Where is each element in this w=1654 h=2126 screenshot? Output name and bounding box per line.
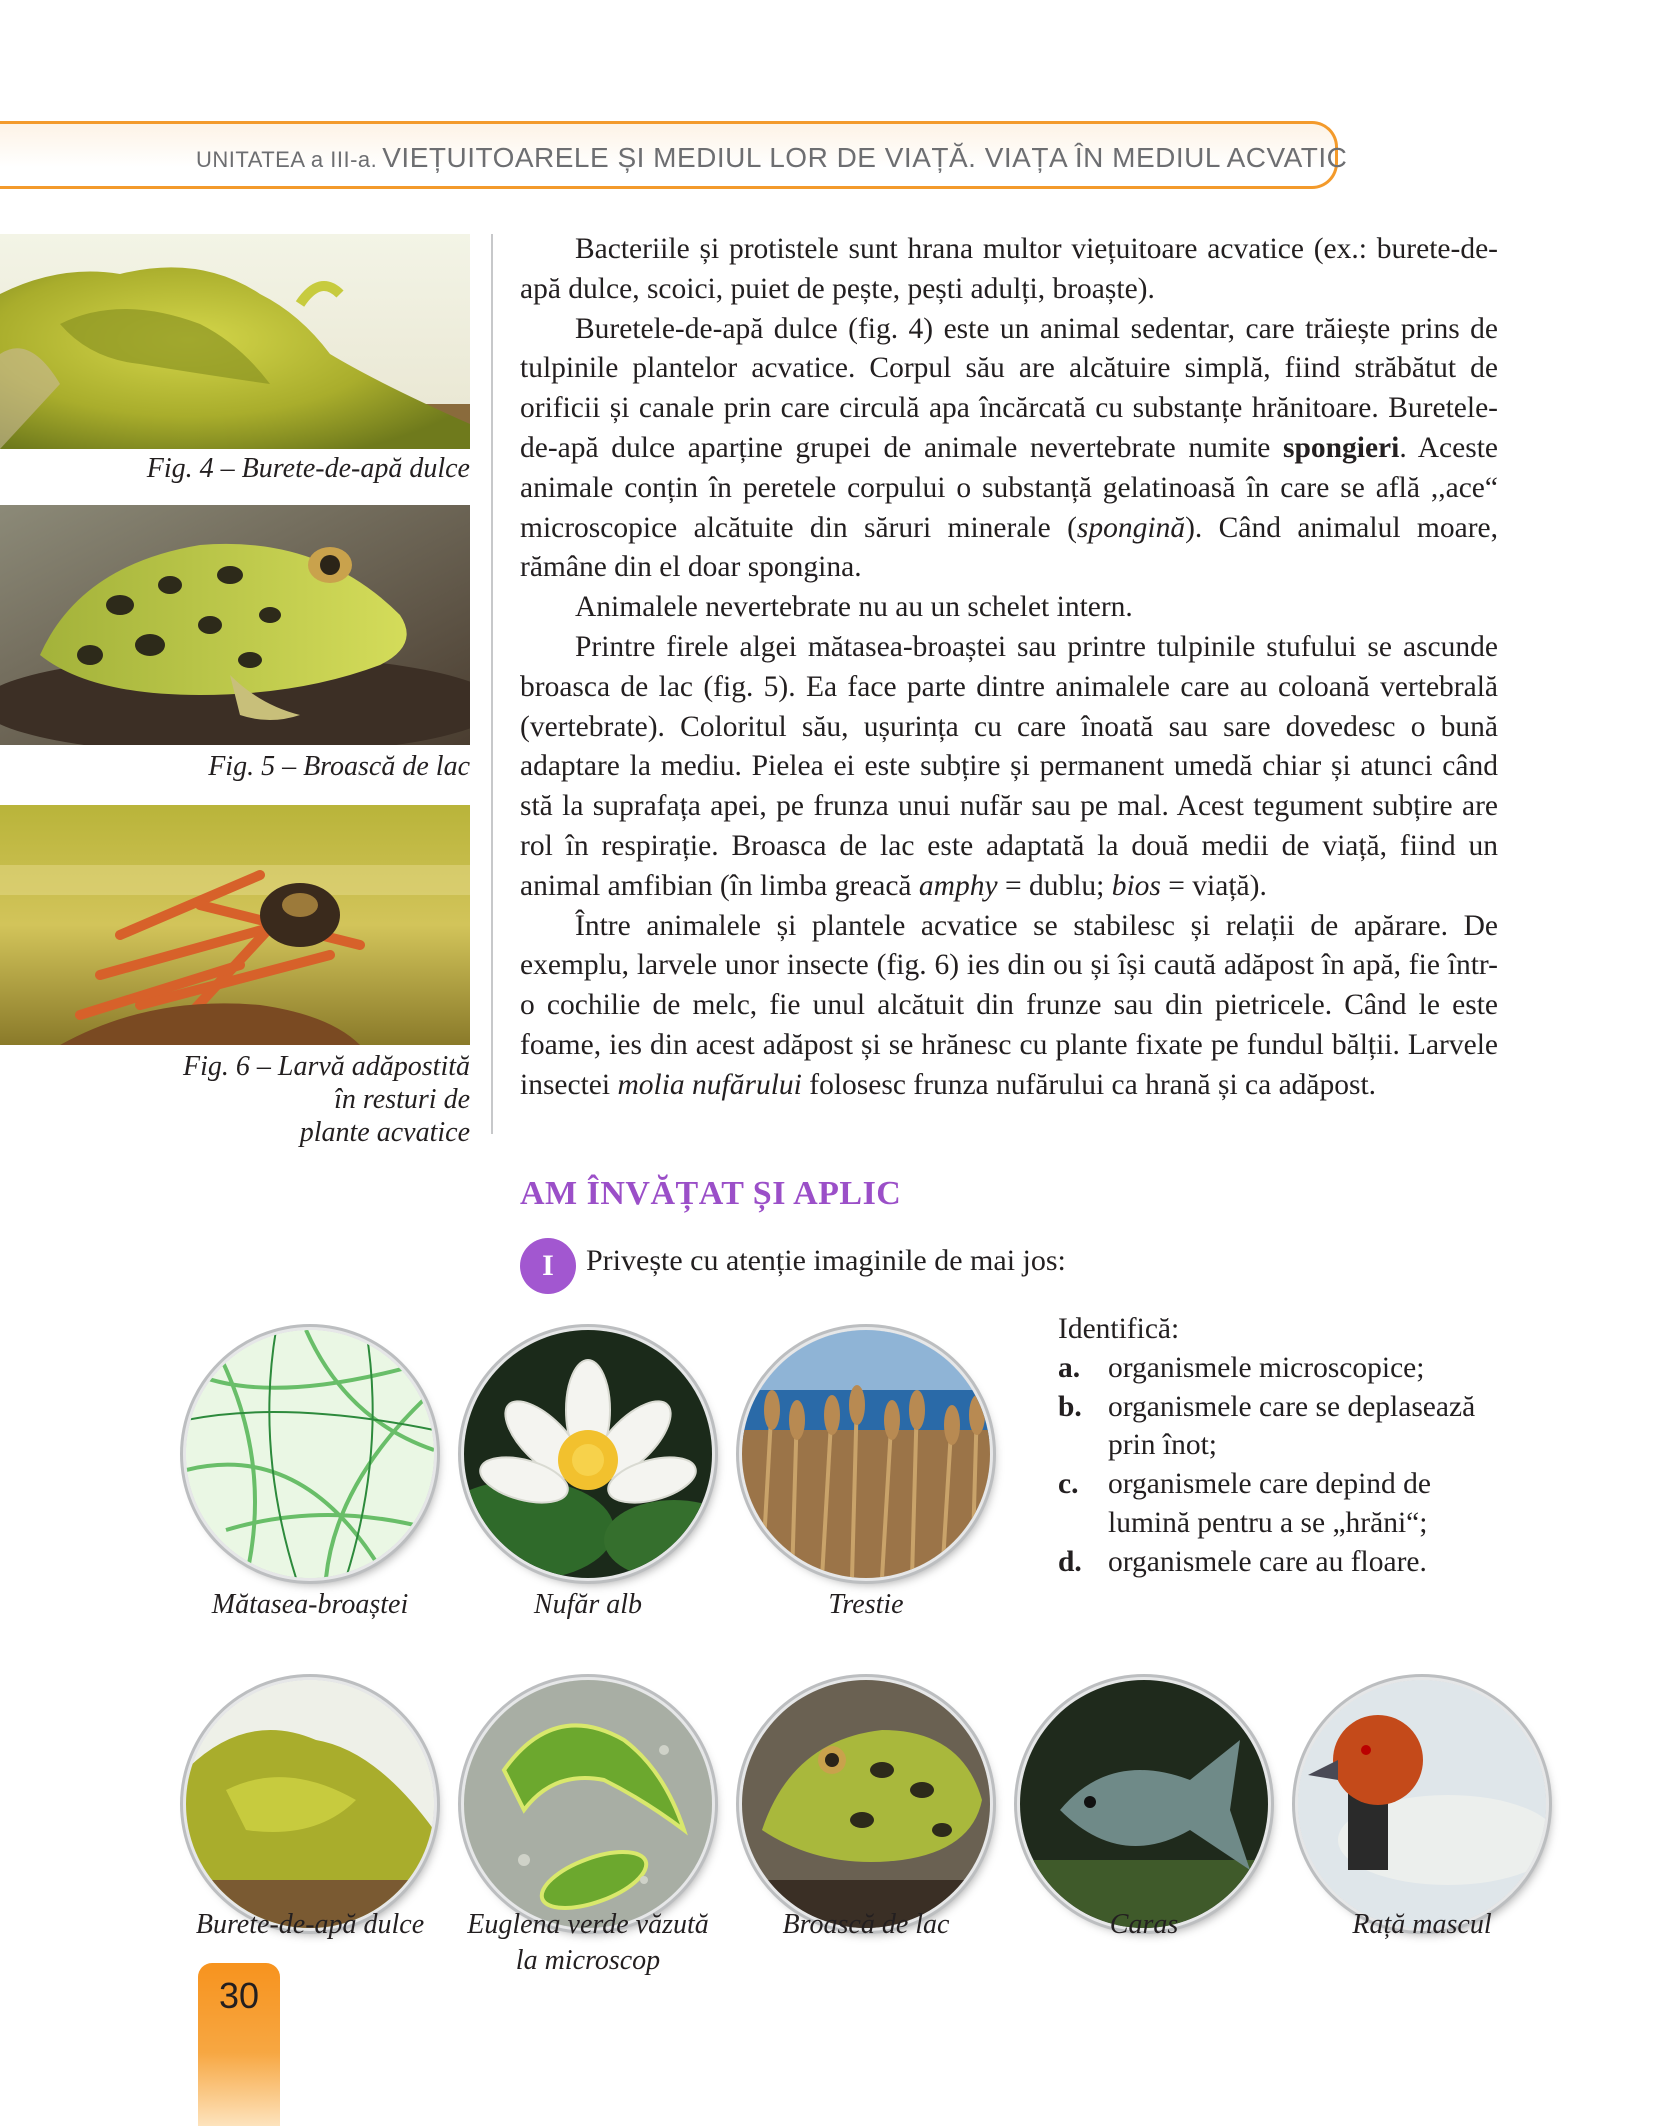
water-lily-label: Nufăr alb — [533, 1589, 643, 1620]
frog-label: Broască de lac — [782, 1909, 950, 1940]
duck-label: Rață mascul — [1352, 1909, 1492, 1940]
reed-image — [742, 1330, 990, 1578]
column-divider — [491, 234, 493, 1134]
task-item: a. organismele microscopice; — [1058, 1351, 1425, 1384]
euglena-label-line-2: la microscop — [515, 1945, 661, 1976]
carp-image — [1020, 1680, 1268, 1928]
fig-6-caption-line-2: în resturi de — [334, 1084, 470, 1115]
fig-4-caption: Fig. 4 – Burete-de-apă dulce — [146, 453, 470, 484]
euglena-label-line-1: Euglena verde văzută — [467, 1909, 709, 1940]
fig-6-larva-photo — [0, 805, 470, 1045]
main-text — [520, 230, 1498, 1106]
reed-label: Trestie — [828, 1589, 904, 1620]
exercise-instruction: Privește cu atenție imaginile de mai jos: — [586, 1244, 1066, 1277]
euglena-label — [438, 1907, 738, 1979]
page-number: 30 — [218, 1975, 260, 2016]
paragraph-5: Între animalele și plantele acvatice se stabilesc și relații de apărare. De exemplu, larvele unor insecte (fig. 6) ies din ou și își caută adăpost în apă, fie într-o cochilie de melc, fie unul alcătuit din frunze sau din pietricele. Când le este foame, ies din acest adăpost și se hrănesc cu plante fixate pe fundul bălții. Larvele insectei molia nufărului folosesc frunza nufărului ca hrană și ca adăpost. — [520, 909, 1498, 1101]
algae-image — [186, 1330, 434, 1578]
water-lily-image — [464, 1330, 712, 1578]
section-title: AM ÎNVĂȚAT ȘI APLIC — [520, 1175, 902, 1212]
sponge-label: Burete-de-apă dulce — [195, 1909, 425, 1940]
task-item: c. organismele care depind de lumină pentru a se „hrăni“; — [1058, 1468, 1432, 1539]
fig-6-caption — [30, 1050, 470, 1149]
carp-label: Caras — [1109, 1909, 1179, 1940]
algae-label: Mătasea-broaștei — [211, 1589, 409, 1620]
task-item: b. organismele care se deplasează prin înot; — [1058, 1390, 1476, 1462]
frog-image — [742, 1680, 990, 1928]
task-intro: Identifică: — [1058, 1313, 1180, 1345]
paragraph-4: Printre firele algei mătasea-broaștei sau printre tulpinile stufului se ascunde broasca de lac (fig. 5). Ea face parte dintre animalele care au coloană vertebrală (vertebrate). Coloritul său, ușurința cu care înoată sau sare dovedesc o bună adaptare la mediu. Pielea ei este subțire și permanent umedă chiar și atunci când stă la suprafața apei, pe frunza unui nufăr sau pe mal. Acest tegument subțire are rol în respirație. Broasca de lac este adaptată la două medii de viață, fiind un animal amfibian (în limba greacă amphy = dublu; bios = viață). — [520, 630, 1498, 902]
unit-header — [0, 121, 1348, 189]
unit-prefix: UNITATEA a III-a. — [196, 147, 378, 172]
fig-4-sponge-photo — [0, 234, 470, 449]
euglena-image — [464, 1680, 712, 1928]
exercise-number-badge: I — [520, 1238, 576, 1294]
page-number-tab — [198, 1963, 280, 2126]
paragraph-3: Animalele nevertebrate nu au un schelet intern. — [575, 591, 1133, 624]
task-item: d. organismele care au floare. — [1058, 1545, 1427, 1578]
fig-5-caption: Fig. 5 – Broască de lac — [208, 751, 470, 782]
fig-5-frog-photo — [0, 505, 470, 745]
term-spongieri: spongieri — [1282, 431, 1400, 464]
unit-header-text — [196, 142, 1347, 174]
term-spongina: spongină — [1076, 511, 1186, 544]
duck-image — [1298, 1680, 1546, 1928]
sponge-image — [186, 1680, 434, 1928]
unit-title: VIEȚUITOARELE ȘI MEDIUL LOR DE VIAȚĂ. VIAȚA ÎN MEDIUL ACVATIC — [382, 142, 1348, 173]
paragraph-1: Bacteriile și protistele sunt hrana multor viețuitoare acvatice (ex.: burete-de-apă dulce, scoici, puiet de pește, pești adulți, broaște). — [520, 233, 1498, 305]
fig-6-caption-line-1: Fig. 6 – Larvă adăpostită — [182, 1051, 470, 1082]
fig-6-caption-line-3: plante acvatice — [299, 1117, 470, 1148]
task-list — [1058, 1310, 1508, 1582]
paragraph-2: Buretele-de-apă dulce (fig. 4) este un animal sedentar, care trăiește prins de tulpinile plantelor acvatice. Corpul său are alcătuire simplă, fiind străbătut de orificii și canale prin care circulă apa încărcată cu substanțe hrănitoare. Buretele-de-apă dulce aparține grupei de animale nevertebrate numite spongieri. Aceste animale conțin în peretele corpului o substanță gelatinoasă în care se află ,,ace“ microscopice alcătuite din săruri minerale (spongină). Când animalul moare, rămâne din el doar spongina. — [520, 312, 1499, 584]
